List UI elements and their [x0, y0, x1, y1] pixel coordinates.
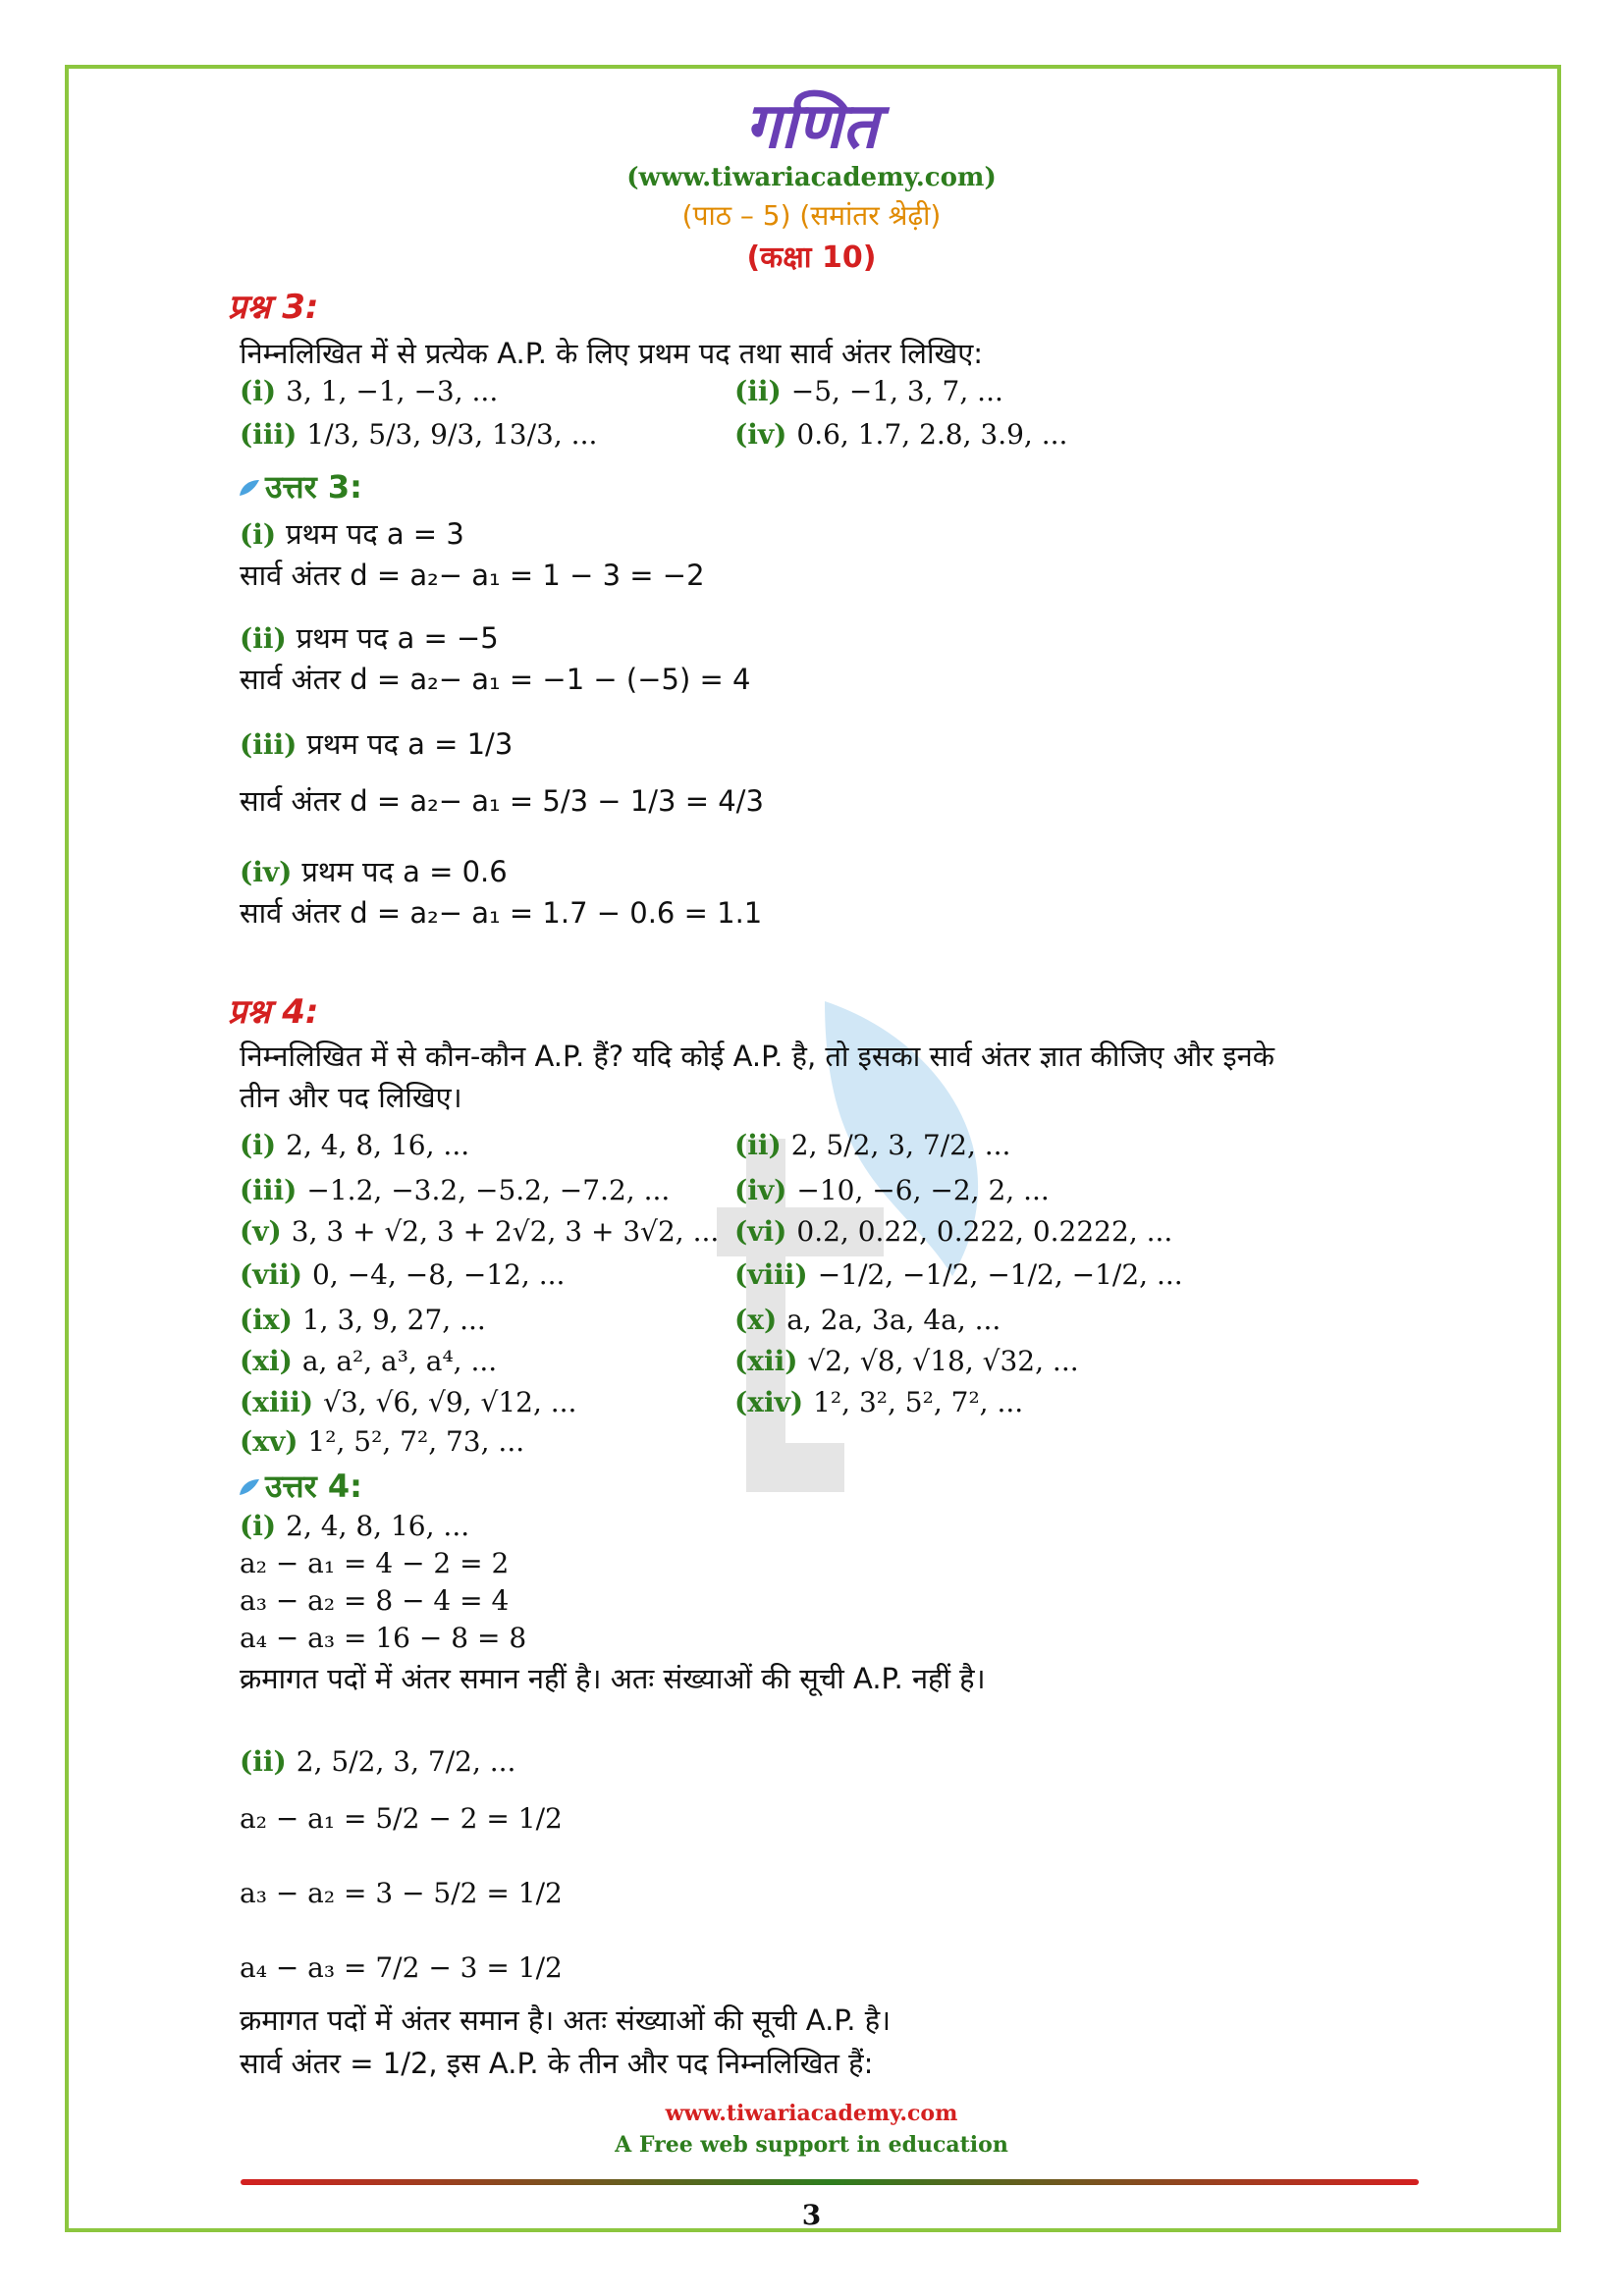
q4-part-viii: (viii) −1/2, −1/2, −1/2, −1/2, ...	[734, 1258, 1183, 1291]
q4-part-xiv: (xiv) 1², 3², 5², 7², ...	[734, 1386, 1024, 1418]
question-4-text-line1: निम्नलिखित में से कौन-कौन A.P. हैं? यदि कोई A.P. है, तो इसका सार्व अंतर ज्ञात कीजिए और इनके	[240, 1040, 1274, 1073]
q4-part-xii: (xii) √2, √8, √18, √32, ...	[734, 1345, 1079, 1377]
q4-part-ii: (ii) 2, 5/2, 3, 7/2, ...	[734, 1129, 1011, 1161]
footer-website: www.tiwariacademy.com	[665, 2101, 958, 2126]
q4-part-xv: (xv) 1², 5², 7², 73, ...	[240, 1425, 525, 1458]
a3-i-line2: सार्व अंतर d = a₂− a₁ = 1 − 3 = −2	[240, 559, 705, 592]
a4-i-line3: a₄ − a₃ = 16 − 8 = 8	[240, 1622, 527, 1654]
q4-part-x: (x) a, 2a, 3a, 4a, ...	[734, 1304, 1001, 1336]
a4-i-conclusion: क्रमागत पदों में अंतर समान नहीं है। अतः संख्याओं की सूची A.P. नहीं है।	[240, 1662, 986, 1695]
a4-i-line1: a₂ − a₁ = 4 − 2 = 2	[240, 1547, 510, 1579]
question-4-heading: प्रश्न 4:	[228, 992, 319, 1032]
q4-part-vii: (vii) 0, −4, −8, −12, ...	[240, 1258, 566, 1291]
a4-ii-expr: (ii) 2, 5/2, 3, 7/2, ...	[240, 1745, 516, 1778]
a4-ii-line2: a₃ − a₂ = 3 − 5/2 = 1/2	[240, 1877, 563, 1909]
q3-part-iv: (iv) 0.6, 1.7, 2.8, 3.9, ...	[734, 418, 1068, 451]
tiwari-logo-icon	[236, 1477, 261, 1499]
a3-i-line1: (i) प्रथम पद a = 3	[240, 517, 464, 551]
answer-4-heading: उत्तर 4:	[236, 1465, 362, 1507]
q4-part-iii: (iii) −1.2, −3.2, −5.2, −7.2, ...	[240, 1174, 671, 1206]
q3-part-i: (i) 3, 1, −1, −3, ...	[240, 375, 499, 407]
footer-tagline: A Free web support in education	[615, 2132, 1008, 2158]
q4-part-xiii: (xiii) √3, √6, √9, √12, ...	[240, 1386, 577, 1418]
question-3-heading: प्रश्न 3:	[228, 288, 319, 327]
tiwari-logo-icon	[236, 478, 261, 500]
q4-part-i: (i) 2, 4, 8, 16, ...	[240, 1129, 470, 1161]
page-number: 3	[801, 2199, 822, 2231]
q3-part-ii: (ii) −5, −1, 3, 7, ...	[734, 375, 1003, 407]
a4-ii-common-difference: सार्व अंतर = 1/2, इस A.P. के तीन और पद निम्नलिखित हैं:	[240, 2047, 874, 2080]
a3-iii-line1: (iii) प्रथम पद a = 1/3	[240, 727, 514, 761]
a3-ii-line1: (ii) प्रथम पद a = −5	[240, 621, 499, 655]
a4-ii-line3: a₄ − a₃ = 7/2 − 3 = 1/2	[240, 1951, 563, 1984]
q4-part-iv: (iv) −10, −6, −2, 2, ...	[734, 1174, 1050, 1206]
a3-iv-line1: (iv) प्रथम पद a = 0.6	[240, 855, 508, 888]
header-website: (www.tiwariacademy.com)	[626, 163, 997, 192]
a3-iii-line2: सार्व अंतर d = a₂− a₁ = 5/3 − 1/3 = 4/3	[240, 784, 764, 818]
chapter-title: (पाठ – 5) (समांतर श्रेढ़ी)	[681, 199, 942, 232]
page-title: गणित	[744, 90, 879, 163]
class-label: (कक्षा 10)	[746, 240, 877, 275]
a4-i-line2: a₃ − a₂ = 8 − 4 = 4	[240, 1584, 510, 1617]
answer-3-heading: उत्तर 3:	[236, 465, 362, 507]
a3-iv-line2: सार्व अंतर d = a₂− a₁ = 1.7 − 0.6 = 1.1	[240, 896, 763, 930]
q4-part-vi: (vi) 0.2, 0.22, 0.222, 0.2222, ...	[734, 1215, 1173, 1248]
a3-ii-line2: सार्व अंतर d = a₂− a₁ = −1 − (−5) = 4	[240, 663, 751, 696]
footer-divider	[241, 2179, 1419, 2185]
a4-ii-conclusion: क्रमागत पदों में अंतर समान है। अतः संख्याओं की सूची A.P. है।	[240, 2003, 892, 2037]
q3-part-iii: (iii) 1/3, 5/3, 9/3, 13/3, ...	[240, 418, 598, 451]
q4-part-xi: (xi) a, a², a³, a⁴, ...	[240, 1345, 498, 1377]
a4-ii-line1: a₂ − a₁ = 5/2 − 2 = 1/2	[240, 1802, 563, 1835]
q4-part-v: (v) 3, 3 + √2, 3 + 2√2, 3 + 3√2, ...	[240, 1215, 720, 1248]
question-3-text: निम्नलिखित में से प्रत्येक A.P. के लिए प्रथम पद तथा सार्व अंतर लिखिए:	[240, 337, 984, 370]
a4-i-expr: (i) 2, 4, 8, 16, ...	[240, 1510, 470, 1542]
question-4-text-line2: तीन और पद लिखिए।	[240, 1081, 462, 1114]
q4-part-ix: (ix) 1, 3, 9, 27, ...	[240, 1304, 486, 1336]
